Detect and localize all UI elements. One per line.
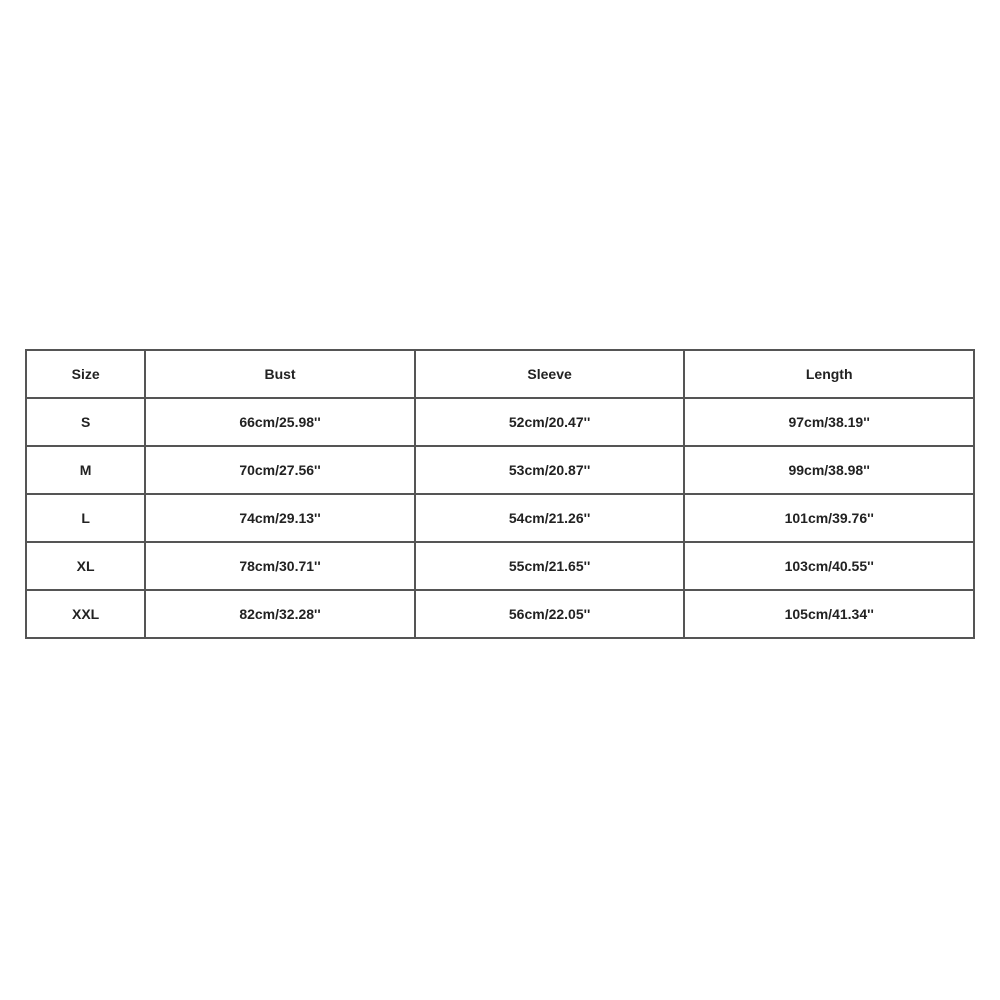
size-cell: XXL — [26, 590, 145, 638]
size-cell: XL — [26, 542, 145, 590]
sleeve-cell: 54cm/21.26'' — [415, 494, 685, 542]
table-row — [26, 398, 974, 446]
sleeve-cell: 52cm/20.47'' — [415, 398, 685, 446]
size-cell: L — [26, 494, 145, 542]
bust-cell: 70cm/27.56'' — [145, 446, 415, 494]
column-header-size: Size — [26, 350, 145, 398]
column-header-length: Length — [684, 350, 974, 398]
length-cell: 105cm/41.34'' — [684, 590, 974, 638]
table-row — [26, 446, 974, 494]
size-chart-table — [25, 349, 975, 639]
table-row — [26, 494, 974, 542]
length-cell: 97cm/38.19'' — [684, 398, 974, 446]
sleeve-cell: 56cm/22.05'' — [415, 590, 685, 638]
table-row — [26, 542, 974, 590]
size-cell: S — [26, 398, 145, 446]
size-cell: M — [26, 446, 145, 494]
sleeve-cell: 55cm/21.65'' — [415, 542, 685, 590]
bust-cell: 82cm/32.28'' — [145, 590, 415, 638]
sleeve-cell: 53cm/20.87'' — [415, 446, 685, 494]
length-cell: 101cm/39.76'' — [684, 494, 974, 542]
column-header-bust: Bust — [145, 350, 415, 398]
table-header-row — [26, 350, 974, 398]
column-header-sleeve: Sleeve — [415, 350, 685, 398]
bust-cell: 74cm/29.13'' — [145, 494, 415, 542]
bust-cell: 78cm/30.71'' — [145, 542, 415, 590]
length-cell: 99cm/38.98'' — [684, 446, 974, 494]
length-cell: 103cm/40.55'' — [684, 542, 974, 590]
bust-cell: 66cm/25.98'' — [145, 398, 415, 446]
table-row — [26, 590, 974, 638]
